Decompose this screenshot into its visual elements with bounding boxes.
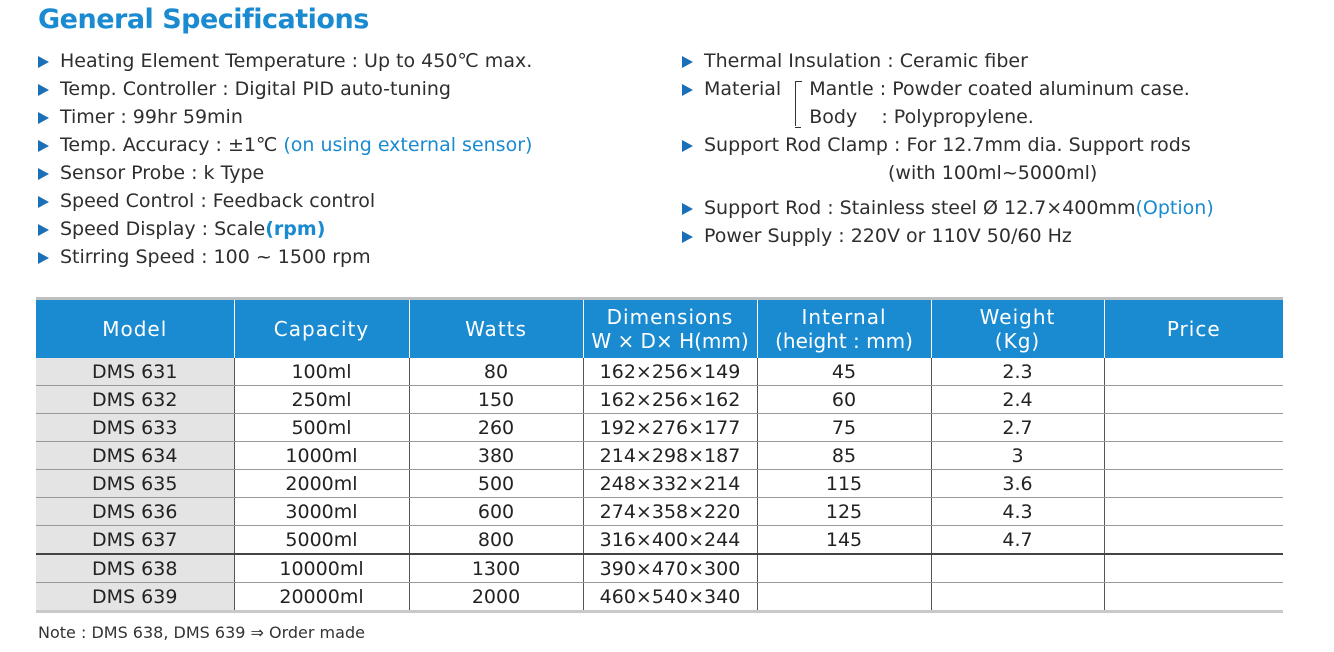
spec-power-supply: Power Supply : 220V or 110V 50/60 Hz [682,222,1214,250]
cell-price [1104,583,1283,612]
cell-dimensions: 192×276×177 [583,414,757,442]
triangle-bullet-icon [38,140,49,152]
spec-temp-accuracy: Temp. Accuracy : ±1℃ (on using external sensor) [38,131,532,159]
spec-material: Material Mantle : Powder coated aluminum case. Body : Polypropylene. [682,75,1214,131]
left-spec-list [38,47,532,271]
cell-internal-height: 125 [757,498,931,526]
cell-model: DMS 632 [36,386,234,414]
cell-weight: 2.4 [931,386,1104,414]
spec-thermal-insulation: Thermal Insulation : Ceramic fiber [682,47,1214,75]
triangle-bullet-icon [38,252,49,264]
triangle-bullet-icon [38,56,49,68]
cell-price [1104,386,1283,414]
cell-capacity: 10000ml [234,554,409,583]
spec-heating-temp: Heating Element Temperature : Up to 450℃ max. [38,47,532,75]
cell-model: DMS 639 [36,583,234,612]
cell-watts: 150 [409,386,583,414]
triangle-bullet-icon [682,140,693,152]
cell-model: DMS 638 [36,554,234,583]
spec-speed-control: Speed Control : Feedback control [38,187,532,215]
spec-temp-controller: Temp. Controller : Digital PID auto-tuning [38,75,532,103]
cell-dimensions: 460×540×340 [583,583,757,612]
cell-dimensions: 274×358×220 [583,498,757,526]
cell-model: DMS 634 [36,442,234,470]
cell-capacity: 20000ml [234,583,409,612]
cell-capacity: 3000ml [234,498,409,526]
triangle-bullet-icon [38,168,49,180]
cell-capacity: 1000ml [234,442,409,470]
table-row [36,470,1283,498]
spec-sensor-probe: Sensor Probe : k Type [38,159,532,187]
triangle-bullet-icon [682,56,693,68]
cell-price [1104,526,1283,555]
cell-dimensions: 162×256×162 [583,386,757,414]
triangle-bullet-icon [38,224,49,236]
triangle-bullet-icon [682,84,693,96]
model-spec-table [36,297,1283,613]
triangle-bullet-icon [682,231,693,243]
right-spec-list [682,47,1214,250]
cell-weight: 2.7 [931,414,1104,442]
footnote: Note : DMS 638, DMS 639 ⇒ Order made [38,623,365,642]
cell-weight: 3.6 [931,470,1104,498]
header-dimensions: Dimensions W × D× H(mm) [583,299,757,359]
table-row [36,442,1283,470]
table-row [36,414,1283,442]
cell-internal-height: 85 [757,442,931,470]
spec-speed-display: Speed Display : Scale(rpm) [38,215,532,243]
cell-internal-height: 75 [757,414,931,442]
header-price: Price [1104,299,1283,359]
cell-price [1104,498,1283,526]
cell-watts: 2000 [409,583,583,612]
cell-model: DMS 636 [36,498,234,526]
table-row [36,554,1283,583]
cell-watts: 260 [409,414,583,442]
cell-model: DMS 633 [36,414,234,442]
cell-weight: 4.3 [931,498,1104,526]
cell-weight [931,583,1104,612]
cell-internal-height: 60 [757,386,931,414]
table-row [36,358,1283,386]
triangle-bullet-icon [682,203,693,215]
cell-internal-height [757,583,931,612]
cell-internal-height: 145 [757,526,931,555]
table-row [36,526,1283,555]
cell-price [1104,554,1283,583]
cell-dimensions: 390×470×300 [583,554,757,583]
cell-capacity: 100ml [234,358,409,386]
cell-watts: 600 [409,498,583,526]
cell-capacity: 500ml [234,414,409,442]
cell-internal-height: 115 [757,470,931,498]
cell-dimensions: 316×400×244 [583,526,757,555]
spec-support-rod-clamp: Support Rod Clamp : For 12.7mm dia. Support rods [682,131,1214,159]
spec-support-rod: Support Rod : Stainless steel Ø 12.7×400mm(Option) [682,194,1214,222]
table-row [36,498,1283,526]
cell-dimensions: 214×298×187 [583,442,757,470]
cell-watts: 800 [409,526,583,555]
header-capacity: Capacity [234,299,409,359]
cell-watts: 1300 [409,554,583,583]
cell-internal-height: 45 [757,358,931,386]
cell-watts: 500 [409,470,583,498]
table-row [36,386,1283,414]
cell-price [1104,358,1283,386]
cell-price [1104,442,1283,470]
spec-timer: Timer : 99hr 59min [38,103,532,131]
header-model: Model [36,299,234,359]
table-header-row [36,299,1283,359]
cell-internal-height [757,554,931,583]
table-row [36,583,1283,612]
cell-capacity: 250ml [234,386,409,414]
header-watts: Watts [409,299,583,359]
spec-stirring-speed: Stirring Speed : 100 ~ 1500 rpm [38,243,532,271]
cell-weight [931,554,1104,583]
material-mantle: Mantle : Powder coated aluminum case. [809,78,1190,100]
header-weight: Weight (Kg) [931,299,1104,359]
cell-dimensions: 248×332×214 [583,470,757,498]
cell-weight: 3 [931,442,1104,470]
cell-capacity: 5000ml [234,526,409,555]
triangle-bullet-icon [38,112,49,124]
cell-weight: 2.3 [931,358,1104,386]
cell-watts: 80 [409,358,583,386]
header-internal: Internal (height : mm) [757,299,931,359]
page-title: General Specifications [38,4,369,35]
cell-model: DMS 631 [36,358,234,386]
cell-watts: 380 [409,442,583,470]
triangle-bullet-icon [38,196,49,208]
cell-price [1104,414,1283,442]
cell-model: DMS 635 [36,470,234,498]
cell-dimensions: 162×256×149 [583,358,757,386]
bracket-decoration [795,81,802,126]
cell-price [1104,470,1283,498]
cell-capacity: 2000ml [234,470,409,498]
cell-weight: 4.7 [931,526,1104,555]
material-body: Body : Polypropylene. [809,106,1034,128]
triangle-bullet-icon [38,84,49,96]
spec-support-rod-clamp-note: (with 100ml~5000ml) [888,162,1098,184]
cell-model: DMS 637 [36,526,234,555]
